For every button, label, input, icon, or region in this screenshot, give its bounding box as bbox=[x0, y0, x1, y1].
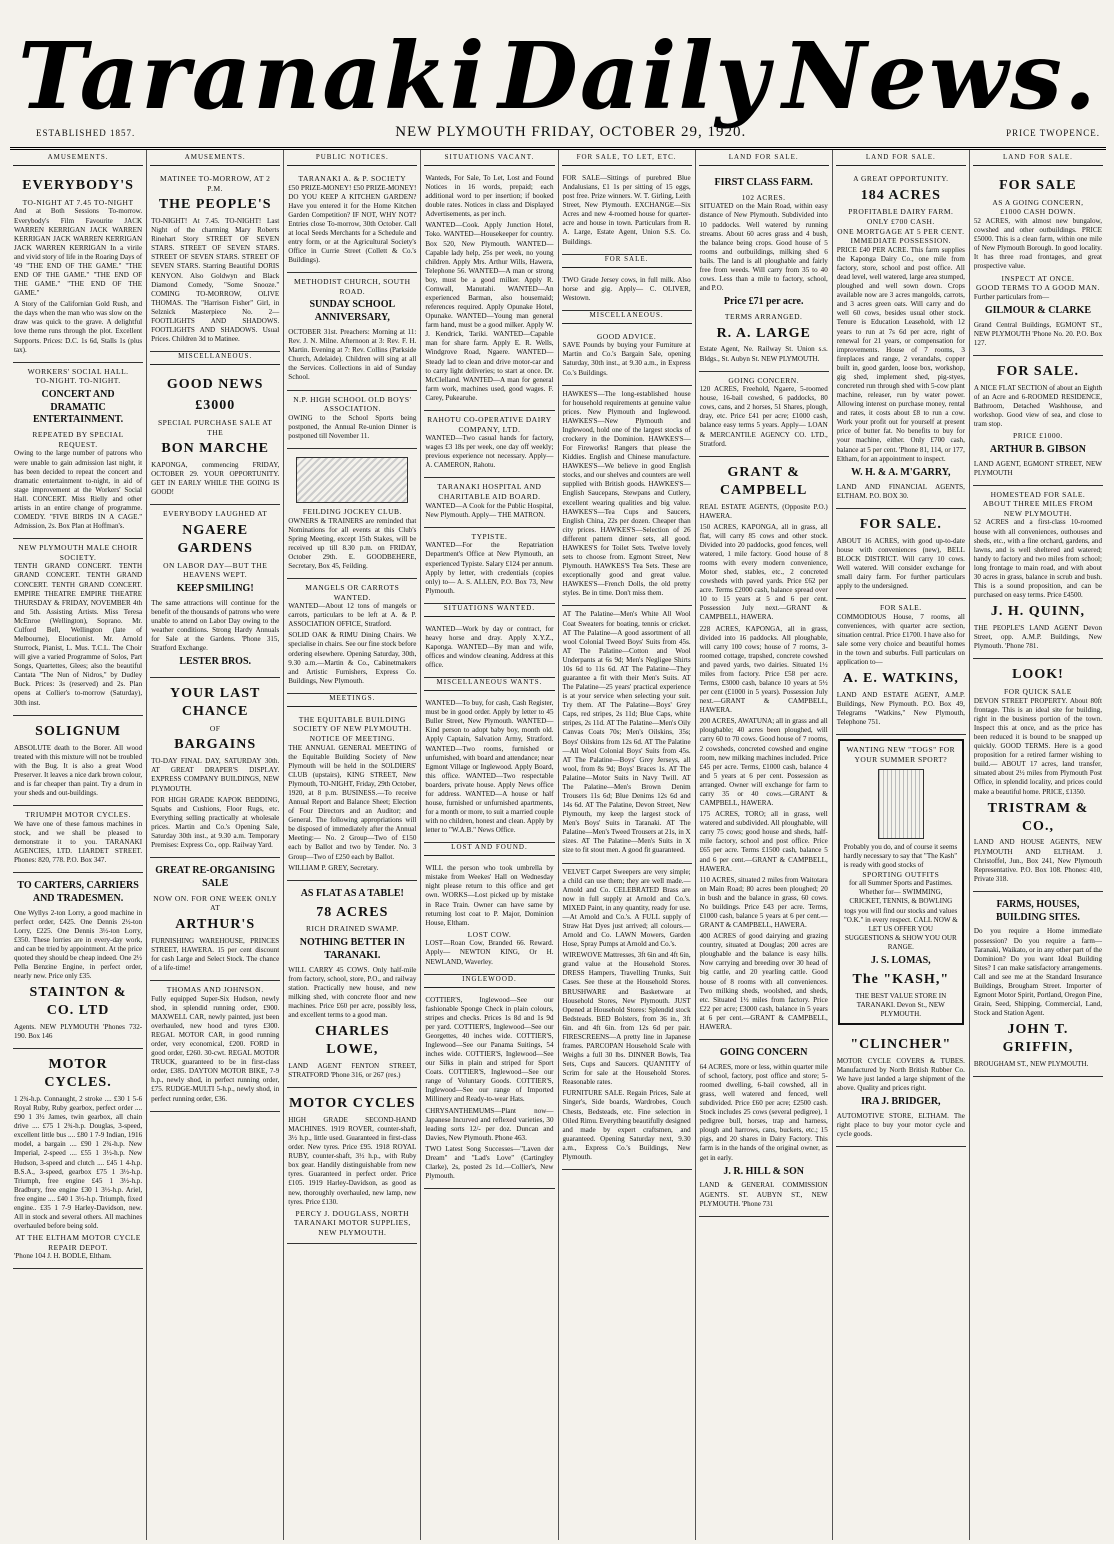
ad-body: 64 ACRES, more or less, within quarter mile of school, factory, post office and store; 5-roomed dwelling, 6-bail cowshed, all in grass, well watered and fenced, well subdivided. Price £60 per acre; £2500 cash. Stock includes 25 cows (several pedigree), 1 pedigree bull, horses, trap and harness, plough and harrows, cans, buckets, etc.; 15 pigs, and 20 shares in Dairy Factory. This farm is in the hands of the original owner, as get in early. bbox=[699, 1062, 828, 1162]
section-header: LOST AND FOUND. bbox=[424, 843, 554, 856]
ad-body: CHRYSANTHEMUMS—Plant now—Japanese Incurved and reflexed varieties, 30 leading sorts 12/- per doz. Duncan and Davies, New Plymouth. Phone 463. bbox=[425, 1106, 554, 1142]
advert bbox=[699, 170, 829, 372]
ad-body: TENTH GRAND CONCERT. TENTH GRAND CONCERT. TENTH GRAND CONCERT. TENTH GRAND CONCERT. EMPIRE THEATRE EMPIRE THEATRE THURSDAY & FRIDAY, NOVEMBER 4th and 5th. Assisting Artists. Miss Teresa McEnroe (Wellington), Soprano. Mr. Culford Bell, Wellington (late of Melbourne), Elocutionist. Mr. Arnold Sturrock, Pianist, L. Mus. T.C.L. The Choir will give a varied Programme of Solos, Part Songs, Quartettes, Glees; also the beautiful Cantata "The Nun of Nidros," by Dudley Buck. Prices: 3s (reserved) and 2s. Plan opens at Collier's to-morrow (Saturday), 30th inst. bbox=[14, 562, 143, 707]
section-header: SITUATIONS VACANT. bbox=[424, 153, 554, 166]
ad-subtitle: £1000 CASH DOWN. bbox=[1000, 207, 1076, 217]
ad-title: GOING CONCERN bbox=[719, 1046, 808, 1058]
ad-subtitle: AS A GOING CONCERN, bbox=[992, 197, 1084, 207]
ad-title: "CLINCHER" bbox=[850, 1036, 952, 1052]
ad-body: THE PEOPLE'S LAND AGENT Devon Street, opp. A.M.P. Buildings, New Plymouth. 'Phone 781. bbox=[973, 624, 1102, 651]
advert bbox=[150, 981, 280, 1112]
ad-body: Further particulars from— bbox=[973, 292, 1050, 301]
ad-body: WANTED—To buy, for cash, Cash Register, must be in good order. Apply by letter to 45 Buller Street, New Plymouth. WANTED—Kind person to adopt baby boy, month old. Apply Captain, Salvation Army, Stratford. WANTED—Two rooms, furnished or unfurnished, with board and attendance; near Egmont Village or Inglewood. Apply Board, this office. WANTED—Two respectable boarders, private house. Apply News office for address. WANTED—A house or half house, furnished or unfurnished apartments, for a month or more, to suit a married couple with no children, honest and clean. Apply by letter to "W.A.B." News Office. bbox=[425, 699, 554, 835]
ad-body: MOTOR CYCLE COVERS & TUBES. Manufactured by North British Rubber Co. We have just landed a large shipment of the above. Quality and prices right. bbox=[836, 1056, 965, 1093]
advert bbox=[562, 272, 692, 311]
ad-title: W. H. & A. M'GARRY, bbox=[851, 466, 951, 478]
section-header: PUBLIC NOTICES. bbox=[287, 153, 417, 166]
ad-body: WILL CARRY 45 COWS. Only half-mile from factory, school, store, P.O., and railway station. Practically new house, and new milking shed, with concrete floor and new machines. Price £60 per acre, possibly less, and excellent terms to a good man. bbox=[288, 965, 417, 1019]
ad-body: OCTOBER 31st. Preachers: Morning at 11: Rev. J. N. Milne. Afternoon at 3: Rev. F. H. Martin. Evening at 7: Rev. Collins (Parkside Church, Adelaide). Children will sing at all the Services. Collections in aid of Sunday School. bbox=[288, 328, 417, 382]
ad-subtitle: REPEATED BY SPECIAL REQUEST. bbox=[32, 430, 124, 449]
ad-body: Probably you do, and of course it seems hardly necessary to say that "The Kash" is ready with good stocks of bbox=[843, 842, 958, 869]
ad-body: OWING to the School Sports being postponed, the Annual Re-union Dinner is postponed till November 11. bbox=[288, 413, 417, 440]
section-header: AMUSEMENTS. bbox=[13, 153, 143, 166]
ad-title: THE PEOPLE'S bbox=[158, 197, 272, 213]
ad-body: HAWKES'S—The long-established house for household requirements at genuine value prices. New Plymouth and Inglewood. HAWKES'S—New Plymouth and Inglewood, hold one of the largest stocks of crockery in the Dominion. HAWKES'S—For Fireworks! Rangers that please the Kiddies. English and Chinese manufacture. HAWKES'S—We believe in good English stocks, and our shelves and counters are well supplied with British goods. HAWKES'S—English Saucepans, Stewpans and Cutlery, excellent wearing qualities and big value. HAWKES'S—Tea Cups and Saucers, English China, 22s per dozen. Cheaper than city prices. HAWKES'S—Selection of 26 different pattern dinner sets, all good. HAWKES'S for Toilet Sets. Twelve lovely sets to choose from. Egmont Street, New Plymouth. HAWKES'S Tea Sets. These are exceptionally good and great value. HAWKES'S—French Dolls, the old pretty styles. Be in time. Don't miss them. bbox=[562, 389, 691, 598]
ad-title: THE EQUITABLE BUILDING SOCIETY OF NEW PLYMOUTH. bbox=[293, 714, 412, 734]
established: ESTABLISHED 1857. bbox=[36, 128, 136, 138]
ad-body: A Story of the Californian Gold Rush, and the days when the man who was slow on the draw was quick to the grave. A delightful love theme runs through the plot. Excellent Supports. Prices: D.C. 1s 6d, Stalls 1s (plus tax). bbox=[14, 300, 143, 354]
advert bbox=[699, 457, 829, 1040]
ad-body: Do you require a Home immediate possession? Do you require a farm—Taranaki, Waikato, or in any other part of the Dominion? Do you want Ideal Building Sites? I can make satisfactory arrangements. Call and see me at the Standard Insurance Buildings, Brougham Street. Importer of Egmont Motor Spirit, Portland, Oregon Pine, Grain, Seed, Shipping, Commercial, Land, Stock and Station Agent. bbox=[973, 927, 1102, 1018]
ad-title: IRA J. BRIDGER, bbox=[861, 1096, 941, 1108]
advert bbox=[13, 363, 143, 539]
ad-subtitle: SPECIAL PURCHASE SALE AT THE bbox=[157, 417, 273, 437]
ad-subtitle: GOOD TERMS TO A GOOD MAN. bbox=[976, 283, 1100, 293]
advert bbox=[562, 386, 692, 607]
ad-title: KEEP SMILING! bbox=[176, 582, 254, 594]
advert bbox=[424, 411, 554, 479]
ad-title: THOMAS AND JOHNSON. bbox=[166, 985, 264, 995]
advert bbox=[973, 486, 1103, 660]
advert bbox=[287, 170, 417, 273]
ad-body: The same attractions will continue for the benefit of the thousands of patrons who were unable to attend on Labor Day owing to the weather conditions. Strong Hardy Annuals for Sale at the Gardens. 'Phone 315, Stratford Exchange. bbox=[151, 598, 280, 653]
advert bbox=[287, 711, 417, 881]
ad-rates: Wanteds, For Sale, To Let, Lost and Found Notices in 16 words, prepaid; each additional word to per insertion; if booked double rates. Notices in class and Displayed Advertisements, as per inch. bbox=[425, 173, 554, 219]
advert bbox=[150, 369, 280, 505]
ad-title: ARTHUR'S bbox=[175, 916, 256, 932]
column-6 bbox=[696, 150, 833, 1540]
price: PRICE TWOPENCE. bbox=[1006, 128, 1100, 138]
ad-body: 52 ACRES, with almost new bungalow, cowshed and other outbuildings. PRICE £5000. This is a clean farm, within one mile of New Plymouth Borough. In good locality. It has three road frontages, and great prospective value. bbox=[973, 217, 1102, 271]
advert bbox=[13, 1049, 143, 1269]
ad-title: 184 ACRES bbox=[860, 187, 941, 203]
ad-body: FURNITURE SALE. Regain Prices, Sale at Singer's, Side boards, Wardrobes, Couch Chests, Bedsteads, etc. Fine selection in Oiled Rimu. Everything beautifully designed and made by expert craftsmen, and guaranteed. Opening Saturday next, 9.30 a.m., Express Co.'s Buildings, New Plymouth. bbox=[562, 1089, 691, 1161]
ad-body: THE ANNUAL GENERAL MEETING of the Equitable Building Society of New Plymouth will be held in the SOLDIERS' CLUB (upstairs), KING STREET, New Plymouth, TO-NIGHT, Friday, 29th October, 1920, at 8 p.m. BUSINESS.—To receive Annual Report and Balance Sheet; Election of Four Directors and an Auditor; and General. The following appropriations will be disposed of immediately after the Annual Meeting:— No. 2 Group—Two of £150 each by Ballot and two by Tender. No. 3 Group—Two of £250 each by Ballot. bbox=[288, 743, 417, 861]
ad-title: CONCERT AND DRAMATIC ENTERTAINMENT. bbox=[33, 388, 124, 426]
ad-body: WANTED—Cook. Apply Junction Hotel, Toko. WANTED—Housekeeper for country. Box 520, New Plymouth. WANTED—Capable lady help, 25s per week, no young children. Apply Mrs. Arthur Wills, Hawera, Telephone 56. WANTED—A man or strong boy, must be a good milker. Apply R. Cornwall, Manutahi. WANTED—An experienced Barman, also housemaid; references required. Apply Opunake Hotel, Opunake. WANTED—Young man general farm hand, must be a good milker. Apply W. J. Kendrick, Tariki. WANTED—Capable man for share farm. Apply E. R. Wells, Windgrove Road, Ngaere. WANTED—Steady lad to clean and drive motor-car and to carry light deliveries; to start at once. Dr. McClelland. WANTED—A man for general farm work, machines used, good wages. F. Carey, Pukearuhe. bbox=[425, 221, 554, 402]
ad-title: R. A. LARGE bbox=[716, 325, 811, 341]
ad-title: FARMS, HOUSES, BUILDING SITES. bbox=[995, 898, 1080, 923]
section-header: MISCELLANEOUS. bbox=[562, 311, 692, 324]
ad-body: 110 ACRES, situated 2 miles from Waitotara on Main Road; 80 acres been ploughed; 20 in bush and the balance in grass, 60 cows. No buildings. Price £43 per acre. Terms, £1000 cash, balance 5 years at 6 per cent.—GRANT & CAMPBELL, HAWERA. bbox=[699, 875, 828, 930]
ad-title: YOUR LAST CHANCE bbox=[170, 685, 261, 719]
ad-body: WANTED—Work by day or contract, for heavy horse and dray. Apply X.Y.Z., Kaponga. WANTED—By man and wife, offices and window cleaning. Address at this office. bbox=[425, 624, 554, 670]
ad-title: HOMESTEAD FOR SALE. bbox=[990, 489, 1086, 499]
ad-title: LOST COW. bbox=[467, 929, 512, 939]
ad-title: SPORTING OUTFITS bbox=[862, 869, 940, 879]
ad-title: NOTHING BETTER IN TARANAKI. bbox=[299, 937, 405, 961]
ad-title: SOLIGNUM bbox=[35, 723, 121, 739]
ad-body: BROUGHAM ST., NEW PLYMOUTH. bbox=[973, 1060, 1089, 1069]
ad-body: 52 ACRES and a first-class 10-roomed house with all conveniences, outhouses and sheds, etc., with a fine orchard, gardens, and lawns, and is well sheltered and watered; handy to factory and two miles from school; long frontage to main road, and with about 30 acres in grass, balance in scrub and bush. This is a sound proposition, and can be purchased on easy terms. Price £4500. bbox=[973, 518, 1102, 600]
ad-subtitle: TO-NIGHT. TO-NIGHT. bbox=[35, 376, 121, 386]
ad-body: VELVET Carpet Sweepers are very simple; a child can use them; they are well made.—Arnold and Co. CELEBRATED Brass are now in full supply at Arnold and Co.'s. MIXED Paint, in any quantity, ready for use.—At Arnold and Co.'s. A FULL supply of Straw Hat Dyes just arrived; all colours.—Arnold and Co. LAWN Mowers, Garden Hose, Spray Pumps at Arnold and Co.'s. bbox=[562, 867, 691, 949]
advert bbox=[699, 1040, 829, 1217]
ad-title: FEILDING JOCKEY CLUB. bbox=[302, 506, 402, 516]
ad-title: SUNDAY SCHOOL ANNIVERSARY, bbox=[309, 299, 396, 324]
issue-date: NEW PLYMOUTH FRIDAY, OCTOBER 29, 1920. bbox=[395, 124, 747, 140]
ad-body: FOR HIGH GRADE KAPOK BEDDING, Squabs and Cushions, Floor Rugs, etc. Everything selling practically at wholesale prices. Martin and Co.'s Opening Sale, Saturday 30th inst., at 9.30 a.m. Temporary Premises: Express Co., opp. Railway Yard. bbox=[151, 795, 280, 849]
ad-body: WILLIAM P. GREY, Secretary. bbox=[288, 863, 379, 872]
ad-body: 1 2¾-h.p. Connaught, 2 stroke .... £30 1 5-6 Royal Ruby, Ruby gearbox, perfect order .... £90 1 3½ James, twin gearbox, all chain drive .... £75 1 2¾-h.p. Douglas, 3-speed, excellent little bus .... £80 1 7-9 Indian, 1916 model, a bargain .... £90 1 2¾-h.p. New Imperial, 2-speed .... £55 1 3½-h.p. New Hudson, 3-speed and clutch .... £45 1 4-h.p. B.S.A., 3-speed, gearbox £75 1 3½-h.p. Triumph, free engine £45 1 3½-h.p. Bradbury, free engine £30 1 3½-h.p. Ariel, free engine .... £40 1 3½-h.p. Triumph, fixed engine.. £35 1 7-9 Harley-Davidson, new. All in stock and several others. All machines overhauled before being sold. bbox=[14, 1094, 143, 1231]
advert bbox=[562, 864, 692, 1171]
advert bbox=[424, 621, 554, 678]
column-2 bbox=[147, 150, 284, 1540]
ad-body: THE BEST VALUE STORE IN TARANAKI. Devon St., NEW PLYMOUTH. bbox=[855, 991, 947, 1018]
ad-body: AUTOMOTIVE STORE, ELTHAM. The right place to buy your motor cycle and cycle goods. bbox=[836, 1111, 965, 1139]
section-header: SITUATIONS WANTED. bbox=[424, 604, 554, 617]
section-header: MISCELLANEOUS. bbox=[150, 352, 280, 365]
ad-body: WILL the person who took umbrella by mistake from Weekes' Hall on Wednesday night please return to this office and get own. WORKS—Lost picked up by mistake in Race Train. Owner can have same by returning lost coat to P. Major, Dominion House, Eltham. bbox=[425, 864, 554, 927]
ad-body: 120 ACRES, Freehold, Ngaere, 5-roomed house, 16-bail cowshed, 6 paddocks, 80 cows, cans, and 2 horses, 51 Shares, plough, dray, etc. Price £41 per acre; £1000 cash, balance easy terms 5 years. Apply— LOAN & MERCANTILE AGENCY CO. LTD., Stratford. bbox=[699, 385, 828, 448]
advert bbox=[287, 881, 417, 1088]
ad-title: GRANT & CAMPBELL bbox=[720, 464, 808, 498]
ad-title: FOR SALE bbox=[999, 177, 1077, 193]
bather-illustration bbox=[878, 769, 924, 839]
ad-body: 228 ACRES, KAPONGA, all in grass, divided into 16 paddocks. All ploughable, will carry 100 cows; house of 7 rooms, 3-roomed cottage, trapshed, concrete cowshed and paved yards, two dairies. Situated 1½ miles from factory. Price £58 per acre. Terms, £3000 cash, balance 10 years at 5½ per cent (£1000 in 5 years). Possession July next.—GRANT & CAMPBELL, HAWERA. bbox=[699, 624, 828, 715]
section-header: FOR SALE. bbox=[562, 255, 692, 268]
section-header: MEETINGS. bbox=[287, 694, 417, 707]
ad-title: STAINTON & CO. LTD bbox=[29, 985, 127, 1019]
ad-body: WIREWOVE Mattresses, 3ft 6in and 4ft 6in, grand value at the Household Stores. DRESS Hampers, Travelling Trunks, Suit Cases. See these at the Household Stores. BRUSHWARE and Basketware at Household Stores, New Plymouth. JUST Opened at Household Stores: Splendid stock Bedsteads. BED Bolsters, from 36 in., 3ft 6in. and 4ft 6in. from 12s 6d per pair. FIRESCREENS—A pretty line in Japanese frames. PARCOPAN Household Scale with Weighs a full 30 lbs. DINNER Bowls, Tea Sets, Cups and Saucers. QUANTITY of Scrim for sale at the Household Stores. Reasonable rates. bbox=[562, 951, 691, 1087]
ad-title: J. R. HILL & SON bbox=[723, 1165, 804, 1177]
advert bbox=[836, 1029, 966, 1147]
advert bbox=[424, 478, 554, 527]
ad-body: LAND & GENERAL COMMISSION AGENTS. ST. AUBYN ST., NEW PLYMOUTH. 'Phone 731 bbox=[699, 1181, 828, 1208]
columns bbox=[10, 150, 1106, 1540]
section-header: INGLEWOOD. bbox=[424, 975, 554, 988]
advert bbox=[150, 170, 280, 352]
masthead-word-3: News. bbox=[782, 22, 1098, 130]
ad-body: 400 ACRES of good dairying and grazing country, situated at Douglas; 200 acres are ploughable and the balance is easy hills. Now carrying and breeding over 30 head of big cattle, and 20 yearling cattle. Good house of 8 rooms with all conveniences. Two milking sheds, woolshed, and sheds, etc. Situated 1½ miles from factory. Price £22 per acre; £3000 cash, balance in 5 years at 6 per cent.—GRANT & CAMPBELL, HAWERA. bbox=[699, 932, 828, 1031]
ad-title: GOING CONCERN. bbox=[728, 375, 800, 385]
ad-title: FOR SALE. bbox=[880, 603, 922, 613]
ad-body: 200 ACRES, AWATUNA; all in grass and all ploughable; 40 acres been ploughed, will carry 60 to 70 cows. Good house of 7 rooms, 2 cowsheds, concreted cowshed and engine room, new milking machines included. Price £45 per acre. Terms, £1000 cash, balance 4 and 5 years at 6 per cent. Possession as arranged. Owner will exchange for farm to carry 35 or 40 cows.—GRANT & CAMPBELL, HAWERA. bbox=[699, 717, 828, 808]
advert bbox=[973, 659, 1103, 892]
ad-body: WANTED—For the Repatriation Department's Office at New Plymouth, an experienced Typiste. Salary £124 per annum. Apply by letter, with credentials (copies only) to— A. S. ALLEN, P.O. Box 73, New Plymouth. bbox=[425, 541, 554, 595]
ad-body: ABSOLUTE death to the Borer. All wood treated with this mixture will not be troubled with the Bug. It is also a great Wood Preserver. It leaves a nice dark brown colour, and is far cheaper than paint. Try a drum in your sheds and out-buildings. bbox=[14, 743, 143, 797]
advert bbox=[424, 170, 554, 411]
ad-body: DEVON STREET PROPERTY. About 80ft frontage. This is an ideal site for building, right in the business portion of the town. Inspect this at once, and as the price has been reduced it is bound to be snapped up quickly. GOOD TERMS. Here is a good proposition for a retired farmer wishing to build.— ABOUT 17 acres, land transfer, situated about 2½ miles from Plymouth Post Office, in splendid locality, and prices could make a beautiful home. PRICE, £1350. bbox=[973, 696, 1102, 796]
advert bbox=[287, 449, 417, 579]
ad-subtitle: INSPECT AT ONCE. bbox=[1001, 273, 1075, 283]
ad-body: LAND AND FINANCIAL AGENTS, ELTHAM. P.O. BOX 30. bbox=[836, 482, 965, 500]
ad-body: SOLID OAK & RIMU Dining Chairs. We specialise in chairs. See our fine stock before ordering elsewhere. Opening Saturday, 30th, 9.30 a.m.—Martin & Co., Cabinetmakers and Artistic Furnishers, Express Co. Buildings, New Plymouth. bbox=[288, 631, 417, 685]
ad-title: N.P. HIGH SCHOOL OLD BOYS' ASSOCIATION. bbox=[293, 394, 412, 414]
section-header: LAND FOR SALE. bbox=[699, 153, 829, 166]
ad-title: Price £71 per acre. bbox=[723, 296, 804, 308]
ad-body: LAND AGENT, EGMONT STREET, NEW PLYMOUTH bbox=[973, 459, 1102, 477]
ad-title: MOTOR CYCLES bbox=[289, 1096, 416, 1112]
ad-body: PRICE £40 PER ACRE. This farm supplies the Kaponga Dairy Co., one mile from factory, store, school and post office. All dead level, well watered, large area stumped, ploughed and well sown down. Crops available now are 3 acres mangolds, carrots, and 3 acres green oats. Will carry and do well 60 cows, besides usual other stock. Tenure is Education Leasehold, with 12 years to run at 7s 6d per acre, right of renewal for 21 years, or compensation for improvements. House of 7 rooms, 3 fireplaces and range, 2 verandahs, copper built in, good garden, loose box, workshop, gig shed, implement shed, pig-styes, concreted run through shed with 5-cow plant machine, releaser, run by water power. Allowing interest on purchase money, rental and rates, it costs about £8 to run a cow. Work your profit out for yourself at present price of butter fat. No benefits to buy for your machine, either. Only £700 cash, balance at 5 per cent. 'Phone 81, 114, or 177, Eltham, for an appointment to inspect. bbox=[836, 245, 965, 463]
ad-subtitle: PRICE £1000. bbox=[1013, 431, 1063, 441]
ad-body: TO-DAY FINAL DAY, SATURDAY 30th. AT GREAT DRAPER'S DISPLAY. EXPRESS COMPANY BUILDINGS, NEW PLYMOUTH. bbox=[151, 757, 280, 793]
ad-subtitle: EVERYBODY LAUGHED AT bbox=[163, 509, 268, 519]
ad-body: One Wyllys 2-ton Lorry, a good machine in perfect order, £425. One Dennis 2½-ton Lorry, £225. One Dennis 3½-ton Lorry, £350. These lorries are in every-day work, and can be tried by appointment. At the price quoted they should be cheap indeed. One 2½ Pella Benzine Engine, in perfect order, nearly new. Price only £35. bbox=[14, 908, 143, 981]
advert bbox=[424, 992, 554, 1190]
ad-title: TARANAKI HOSPITAL AND CHARITABLE AID BOARD. bbox=[437, 482, 542, 501]
masthead-word-2: Daily bbox=[498, 22, 771, 130]
ad-subtitle: NOW ON. FOR ONE WEEK ONLY AT bbox=[153, 893, 278, 913]
ad-subtitle: TERMS ARRANGED. bbox=[724, 311, 803, 321]
ad-body: 'Phone 104 J. H. BODLE, Eltham. bbox=[14, 1252, 112, 1261]
ad-title: GILMOUR & CLARKE bbox=[984, 304, 1091, 316]
ad-title: LESTER BROS. bbox=[179, 656, 252, 668]
ad-body: TWO Latest Song Successes—"Laven der Dream" and "Lad's Love" (Cartingley Clarke), 2s, posted 2s 1d.—Collier's, New Plymouth. bbox=[425, 1144, 554, 1181]
column-5 bbox=[559, 150, 696, 1540]
ad-body: TWO Grade Jersey cows, in full milk. Also horse and gig. Apply— C. OLIVER, Westown. bbox=[562, 275, 691, 302]
section-header: LAND FOR SALE. bbox=[836, 153, 966, 166]
ad-title: EVERYBODY'S bbox=[22, 177, 134, 193]
advert bbox=[562, 606, 692, 863]
advert bbox=[150, 505, 280, 678]
ad-title: CHARLES LOWE, bbox=[314, 1024, 390, 1057]
ad-body: WANTED—About 12 tons of mangels or carrots, particulars to be left at A. & P. ASSOCIATION OFFICE, Stratford. bbox=[288, 602, 417, 629]
section-header: MISCELLANEOUS WANTS. bbox=[424, 678, 554, 691]
ad-title: 78 ACRES bbox=[316, 904, 389, 920]
ad-title: NEW PLYMOUTH MALE CHOIR SOCIETY. bbox=[18, 543, 138, 562]
ad-body: HIGH GRADE SECOND-HAND MACHINES. 1919 ROVER, counter-shaft, 3½ h.p., little used. Guaranteed in first-class order. New tyres. Price £95. 1918 ROYAL RUBY, counter-shaft, 3½ h.p., with Ruby box gear. Handily distinguishable from new tyres. Guaranteed in perfect order. Price £105. 1919 Harley-Davidson, as good as new, thoroughly overhauled, new lamp, new tyres. Price £130. bbox=[288, 1115, 417, 1206]
ad-title: AS FLAT AS A TABLE! bbox=[300, 887, 404, 899]
ad-body: AT The Palatine—Men's White All Wool Coat Sweaters for boating, tennis or cricket. AT The Palatine—A good assortment of all wool Colonial Tweed Boys' Suits from 45s. AT The Palatine—Cotton and Wool Underpants at 6s 9d; Men's Negligee Shirts 10s 6d to 11s 6d. AT The Palatine—They guarantee a fit with their Men's Suits. AT The Palatine—25 years' practical experience is at your service when selecting your suit. Try them. AT The Palatine—Boys' Grey Caps, red stripes, 2s 11d; Blue Caps, white stripes, 2s 11d. AT The Palatine—Men's Oily Canvas Coats 70s; Men's Oilskins, 35s; Boys' Oilskins from 12s 6d. AT The Palatine—All Wool Colonial Boys' Suits from 45s. AT The Palatine—Boys' Grey Jerseys, all wool, from 8s 9d; Boys' Braces 1s. AT The Palatine—Motor Suits in Navy Twill. AT The Palatine—Men's Brown Denim Trousers 11s 6d; Blue Denims 12s 6d and 14s 6d. AT The Palatine, Devon Street, New Plymouth, my keep the largest stock of Men's Boys' Suits in Taranaki. AT The Palatine—Men's Tweed Trousers at 21s, in X sizes. AT The Palatine—Men's Suits in X size to fit stout men. A good fit guaranteed. bbox=[562, 610, 691, 855]
ad-title: TYPISTE. bbox=[471, 531, 508, 541]
ad-title: FOR SALE. bbox=[996, 363, 1079, 379]
advert bbox=[562, 170, 692, 255]
ad-title: J. S. LOMAS, bbox=[870, 954, 931, 966]
section-header: AMUSEMENTS. bbox=[150, 153, 280, 166]
advert bbox=[13, 806, 143, 873]
ad-body: WANTED—Two casual hands for factory, wages £3 18s per week, one day off weekly; previous experience not necessary. Apply— A. CAMERON, Rahotu. bbox=[425, 434, 554, 470]
ad-title: £3000 bbox=[195, 398, 236, 413]
ad-title: BARGAINS bbox=[174, 737, 257, 753]
advert bbox=[287, 579, 417, 694]
advert bbox=[836, 599, 966, 735]
ad-title: TARANAKI A. & P. SOCIETY bbox=[298, 173, 407, 183]
advert bbox=[973, 170, 1103, 356]
ad-body: FURNISHING WAREHOUSE, PRINCES STREET, HAWERA. 15 per cent discount for cash Large and Select Stock. The chance of a life-time! bbox=[151, 936, 280, 972]
ad-title: RAHOTU CO-OPERATIVE DAIRY COMPANY, LTD. bbox=[427, 414, 552, 434]
advert bbox=[13, 716, 143, 806]
ad-body: Fully equipped Super-Six Hudson, newly shod, in splendid running order, £900. MAXWELL CAR, newly painted, just been overhauled, new hood and tyres £300. REGAL MOTOR CAR, in good running order, very economical, £200. FORD in good order, £260. 30-cwt. REGAL MOTOR TRUCK, guaranteed to be in first-class order, £385. DAYTON MOTOR BIKE, 7-9 h.p., newly shod, in perfect running order, £75. RUDGE-MULTI 5-h.p., newly shod, in perfect running order, £36. bbox=[151, 994, 280, 1103]
ad-title: NGAERE GARDENS bbox=[177, 522, 253, 556]
ad-body: £50 PRIZE-MONEY! £50 PRIZE-MONEY! DO YOU KEEP A KITCHEN GARDEN? Have you entered it for the Home Kitchen Garden Competition? IF NOT, WHY NOT? Entries close To-morrow, 30th October. Call at local Seeds Merchants for a Schedule and entry form, or at the Agricultural Society's Office in Currie Street (Collett & Co.'s Buildings). bbox=[288, 183, 417, 265]
ad-title: MANGELS OR CARROTS WANTED. bbox=[305, 582, 400, 602]
ad-title: LOOK! bbox=[1012, 667, 1064, 683]
ad-title: GOOD NEWS bbox=[166, 377, 264, 393]
advert bbox=[562, 328, 692, 386]
advert-box bbox=[838, 739, 964, 1025]
ad-body: ABOUT 16 ACRES, with good up-to-date house with conveniences (new), BELL BLOCK DISTRICT. Will carry 10 cows. Well watered. Will consider exchange for small dairy farm. For further particulars apply to the undersigned. bbox=[836, 536, 965, 590]
ad-body: COMMODIOUS House, 7 rooms, all conveniences, with quarter acre section, situation central. Price £1700. I have also for sale some very choice and beautiful homes in the town and suburbs. Full particulars on application to— bbox=[836, 612, 965, 667]
ad-subtitle: RICH DRAINED SWAMP. bbox=[305, 924, 399, 934]
ad-body: We have one of these famous machines in stock, and we shall be pleased to demonstrate it to you. TARANAKI AGENCIES, LTD. LIARDET STREET. Phones: 820, 778. P.O. Box 347. bbox=[14, 819, 143, 864]
masthead bbox=[10, 6, 1106, 130]
ad-title: A GREAT OPPORTUNITY. bbox=[853, 173, 949, 183]
ad-title: GOOD ADVICE. bbox=[596, 331, 657, 341]
ad-body: for all Summer Sports and Pastimes. Whether for— SWIMMING, CRICKET, TENNIS, & BOWLING togs you will find our stocks and values "O.K." in every respect. CALL NOW & LET US OFFER YOU SUGGESTIONS & SHOW YOU OUR RANGE. bbox=[843, 879, 958, 951]
advert bbox=[13, 539, 143, 715]
ad-body: OWNERS & TRAINERS are reminded that Nominations for all events at this Club's Spring Meeting, except 15th Stakes, will be received up till 8.30 p.m. on FRIDAY, October 29th. E. GOODBEHERE, Secretary, Box 45, Feilding. bbox=[288, 516, 417, 570]
ad-title: FIRST CLASS FARM. bbox=[714, 176, 813, 188]
ad-title: TRISTRAM & CO., bbox=[987, 800, 1089, 834]
ad-title: J. H. QUINN, bbox=[990, 604, 1085, 620]
ad-subtitle: MATINEE TO-MORROW, AT 2 P.M. bbox=[159, 173, 271, 193]
advert bbox=[424, 695, 554, 843]
advert bbox=[699, 372, 829, 457]
column-8 bbox=[970, 150, 1106, 1540]
ad-body: TO-NIGHT! At 7.45. TO-NIGHT! Last Night of the charming Mary Roberts Rinehart Story STREET OF SEVEN STARS. STREET OF SEVEN STARS. STREET OF SEVEN STARS. STREET OF SEVEN STARS. Starring Beautiful DORIS KENYON. Also Goldwyn and Black Diamond Comedy, "Some Snooze." COMING TO-MORROW, OLIVE THOMAS. The "Harrison Fisher" Girl, in Selznick Masterpiece No. 2— FOOTLIGHTS AND SHADOWS. FOOTLIGHTS AND SHADOWS. Usual Prices. Children 3d to Matinee. bbox=[151, 217, 280, 344]
ad-title: GREAT RE-ORGANISING SALE bbox=[155, 865, 276, 889]
ad-subtitle: PERCY J. DOUGLASS, NORTH TARANAKI MOTOR SUPPLIES, NEW PLYMOUTH. bbox=[293, 1208, 411, 1237]
advert bbox=[287, 1088, 417, 1243]
racehorse-illustration bbox=[296, 457, 408, 503]
ad-title: The "KASH," bbox=[852, 971, 950, 987]
ad-body: SAVE Pounds by buying your Furniture at Martin and Co.'s Bargain Sale, opening Saturday, 30th inst., at 9.30 a.m., in Express Co.'s Buildings. bbox=[562, 341, 691, 377]
ad-body: LOST—Roan Cow, Branded 66. Reward. Apply— NEWTON KING, Or H. NEWLAND, Waverley. bbox=[425, 939, 554, 966]
ad-subtitle: OF bbox=[209, 723, 221, 733]
ad-body: LAND AGENT FENTON STREET, STRATFORD 'Phone 316, or 267 (res.) bbox=[288, 1061, 417, 1079]
masthead-word-1: Taranaki bbox=[18, 22, 487, 130]
advert bbox=[150, 858, 280, 981]
advert bbox=[424, 528, 554, 604]
ad-body: COTTIER'S, Inglewood—See our fashionable Sponge Check in plain colours, stripes and checks. Prices 1s 8d and 1s 9d per yard. COTTIER'S, Inglewood—See our Georgettes, 40 inches wide. COTTIER'S, Inglewood—See our Panama Suitings, 54 inches wide. COTTIER'S, Inglewood—See our Silks in plain and striped for Sport Coats. COTTIER'S, Inglewood—See our range of Voluntary Goods. COTTIER'S, Inglewood—See our range of Imported Millinery and Ready-to-wear Hats. bbox=[425, 995, 554, 1104]
ad-title: ARTHUR B. GIBSON bbox=[989, 443, 1086, 455]
advert bbox=[973, 892, 1103, 1077]
ad-title: TRIUMPH MOTOR CYCLES. bbox=[25, 809, 131, 819]
ad-body: WANTED—A Cook for the Public Hospital, New Plymouth. Apply— THE MATRON. bbox=[425, 501, 554, 519]
ad-body: SITUATED on the Main Road, within easy distance of New Plymouth. Subdivided into 10 paddocks. Well watered by running streams. About 60 acres grass and 4 bush, the balance being crops. Good house of 5 rooms and outbuildings, milking shed 6 bails. The land is all ploughable and fairly free from weeds. Will carry from 35 to 40 cows. Less than a mile to factory, school, and P.O. bbox=[699, 202, 828, 293]
ad-title: FOR SALE. bbox=[859, 516, 942, 532]
advert bbox=[287, 273, 417, 390]
ad-body: Grand Central Buildings, EGMONT ST., NEW PLYMOUTH 'Phone No. 20. P.O. Box 127. bbox=[973, 320, 1102, 347]
advert bbox=[13, 873, 143, 1049]
ad-body: LAND AND ESTATE AGENT, A.M.P. Buildings, New Plymouth. P.O. Box 49, Telegrams "Watkins," New Plymouth, Telephone 751. bbox=[836, 691, 965, 727]
section-header: LAND FOR SALE. bbox=[973, 153, 1103, 166]
column-3 bbox=[284, 150, 421, 1540]
column-7 bbox=[833, 150, 970, 1540]
advert bbox=[287, 391, 417, 449]
ad-title: WANTING NEW "TOGS" FOR YOUR SUMMER SPORT? bbox=[846, 745, 956, 764]
ad-title: TO CARTERS, CARRIERS AND TRADESMEN. bbox=[17, 879, 139, 904]
advert bbox=[836, 509, 966, 599]
column-1 bbox=[10, 150, 147, 1540]
ad-subtitle: ON LABOR DAY—BUT THE HEAVENS WEPT. bbox=[163, 560, 268, 580]
ad-body: Agents. NEW PLYMOUTH 'Phones 732-190. Box 146 bbox=[14, 1023, 143, 1041]
ad-subtitle: ABOUT THREE MILES FROM NEW PLYMOUTH. bbox=[982, 499, 1093, 518]
ad-subtitle: METHODIST CHURCH, SOUTH ROAD. bbox=[294, 277, 411, 296]
ad-body: A NICE FLAT SECTION of about an Eighth of an Acre and 6-ROOMED RESIDENCE, Bathroom, Detached Washhouse, and workshop. Good view of sea, and close to tram stop. bbox=[973, 383, 1102, 429]
ad-body: 175 ACRES, TORO; all in grass, well watered and subdivided. All ploughable, will carry 75 cows; good house and sheds, half-mile factory, school and post office. Price £65 per acre. Terms £1500 cash, balance 5 and 6 per cent.—GRANT & CAMPBELL, HAWERA. bbox=[699, 810, 828, 873]
ad-title: MOTOR CYCLES. bbox=[44, 1057, 112, 1091]
advert bbox=[13, 170, 143, 363]
ad-body: Estate Agent, Ne. Railway St. Union s.s. Bldgs., St. Aubyn St. NEW PLYMOUTH. bbox=[699, 345, 828, 363]
ad-title: BON MARCHE bbox=[161, 441, 269, 457]
ad-subtitle: ONE MORTGAGE AT 5 PER CENT. IMMEDIATE POSSESSION. bbox=[837, 226, 965, 246]
column-4 bbox=[421, 150, 558, 1540]
advert bbox=[836, 170, 966, 509]
ad-subtitle: NOTICE OF MEETING. bbox=[309, 734, 396, 744]
ad-subtitle: PROFITABLE DAIRY FARM. ONLY £700 CASH. bbox=[848, 207, 954, 227]
ad-body: Owing to the large number of patrons who were unable to gain admission last night, it has been decided to repeat the concert and dramatic entertainment to-night, in aid of stage improvement at the Workers' Social Hall. CONCERT. Miss Rielly and other artists in an entire change of programme. COMEDY. "FIVE BIRDS IN A CAGE." Admission, 2s. Box Plan at Hoffman's. bbox=[14, 449, 143, 531]
ad-subtitle: TO-NIGHT AT 7.45 TO-NIGHT bbox=[22, 197, 134, 207]
advert bbox=[973, 356, 1103, 486]
ad-body: REAL ESTATE AGENTS, (Opposite P.O.) HAWERA. bbox=[699, 502, 828, 520]
ad-body: LAND AND HOUSE AGENTS, NEW PLYMOUTH AND ELTHAM. J. Christoffel, Jun., Box 241, New Plymouth Representative. P.O. Box 108. Phones: 410, Private 318. bbox=[973, 838, 1102, 883]
ad-body: FOR SALE—Sittings of purebred Blue Andalusians, £1 1s per sitting of 15 eggs, post free. Prize winners. W. T. Girling, Leith Street, New Plymouth. EXCHANGE—Six Acres and new 4-roomed house for quarter-acre and house in town. Particulars from R. A. Large, Estate Agent, Union S.S. Co. Buildings. bbox=[562, 173, 691, 246]
advert bbox=[150, 678, 280, 858]
ad-title: WORKERS' SOCIAL HALL. bbox=[27, 366, 129, 376]
advert bbox=[424, 860, 554, 974]
ad-subtitle: 102 ACRES. bbox=[741, 192, 786, 202]
ad-subtitle: FOR QUICK SALE bbox=[1004, 687, 1072, 697]
ad-body: KAPONGA, commencing FRIDAY, OCTOBER 29. YOUR OPPORTUNITY. GET IN EARLY WHILE THE GOING IS GOOD! bbox=[151, 461, 280, 497]
section-header: FOR SALE, TO LET, ETC. bbox=[562, 153, 692, 166]
ad-title: A. E. WATKINS, bbox=[842, 671, 959, 687]
ad-body: 150 ACRES, KAPONGA, all in grass, all flat, will carry 85 cows and other stock. Divided into 20 paddocks, good fences, well watered, 1 mile factory. Good house of 8 rooms with every modern convenience, Motor shed, stables, etc., 2 concreted cowsheds with paved yards. Price £62 per acre. Terms £2000 cash, balance spread over 10 to 15 years at 5 and 6 per cent. Possession July next.—GRANT & CAMPBELL, HAWERA. bbox=[699, 522, 828, 622]
ad-body: And at Both Sessions To-morrow. Everybody's Film Favourite JACK WARREN KERRIGAN JACK WARREN KERRIGAN JACK WARREN KERRIGAN JACK WARREN KERRIGAN In a virile and vivid story of life in the Roaring Days of '49 "THE END OF THE GAME." "THE END OF THE GAME." "THE END OF THE GAME." "THE END OF THE GAME." bbox=[14, 207, 143, 298]
ad-title: JOHN T. GRIFFIN, bbox=[1002, 1022, 1074, 1056]
ad-subtitle: AT THE ELTHAM MOTOR CYCLE REPAIR DEPOT. bbox=[15, 1233, 141, 1252]
